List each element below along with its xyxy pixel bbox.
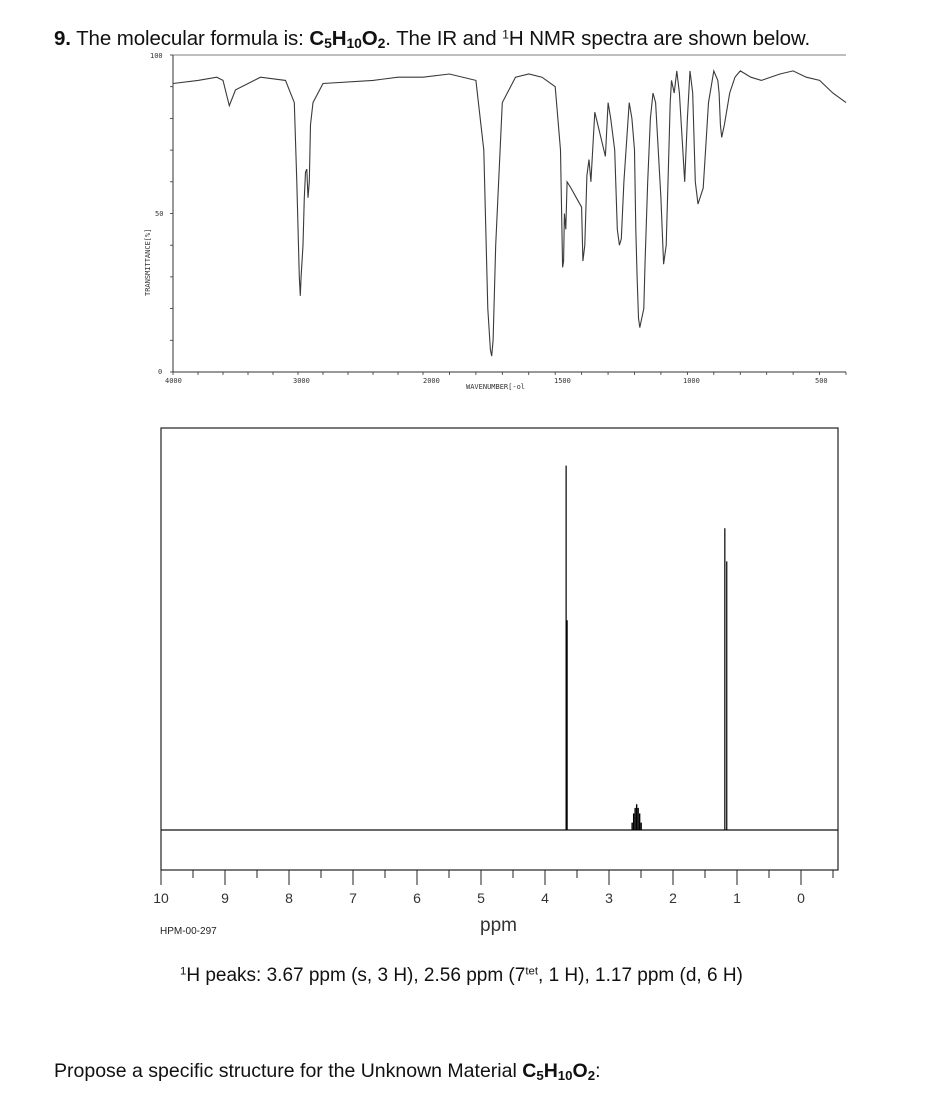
ir-x-tick-4000: 4000 (165, 377, 182, 385)
nmr-x-tick-label: 5 (477, 890, 485, 906)
nmr-x-tick-label: 6 (413, 890, 421, 906)
nmr-x-label: ppm (480, 915, 517, 936)
nmr-x-tick-label: 4 (541, 890, 549, 906)
nmr-x-tick-label: 3 (605, 890, 613, 906)
ir-plot-frame (173, 55, 846, 372)
prompt-formula: $C_5H_{10}O_2$ (522, 1060, 596, 1083)
nmr-x-tick-label: 7 (349, 890, 357, 906)
ir-y-tick-50: 50 (155, 210, 164, 218)
ir-x-tick-500: 500 (815, 377, 828, 385)
nmr-peaks-summary: $^1$H peaks: 3.67 ppm (s, 3 H), 2.56 ppm ($7^{tet}$, 1 H), 1.17 ppm (d, 6 H) (180, 965, 743, 986)
nmr-peaks (566, 466, 727, 830)
structure-prompt: Propose a specific structure for the Unknown Material $C_5H_{10}O_2$: (54, 1060, 601, 1083)
nmr-x-tick-label: 9 (221, 890, 229, 906)
ir-x-tick-2000: 2000 (423, 377, 440, 385)
ir-y-tick-0: 0 (158, 368, 163, 376)
molecular-formula: $C_5H_{10}O_2$ (309, 27, 386, 52)
question-number: 9. (54, 27, 71, 50)
nmr-code: HPM-00-297 (160, 926, 217, 937)
nmr-x-tick-label: 8 (285, 890, 293, 906)
ir-x-label: WAVENUMBER[-ol (466, 383, 526, 391)
ir-axis-ticks (170, 55, 846, 375)
ir-x-tick-1500: 1500 (554, 377, 571, 385)
nmr-axis-ticks (161, 870, 833, 885)
ir-spectrum (0, 46, 934, 406)
ir-transmittance-trace (173, 71, 846, 356)
nmr-x-tick-label: 0 (797, 890, 805, 906)
nmr-x-tick-label: 1 (733, 890, 741, 906)
ir-y-tick-100: 100 (150, 52, 163, 60)
ir-x-tick-1000: 1000 (683, 377, 700, 385)
nmr-plot-frame (161, 428, 838, 870)
nmr-x-tick-label: 10 (153, 890, 169, 906)
nmr-x-tick-label: 2 (669, 890, 677, 906)
ir-y-label: TRANSMITTANCE[%] (144, 228, 152, 296)
ir-x-tick-3000: 3000 (293, 377, 310, 385)
question-title: 9. The molecular formula is: $C_5H_{10}O_2$. The IR and $^1$H NMR spectra are shown below. (54, 27, 811, 52)
nmr-spectrum (0, 420, 934, 940)
